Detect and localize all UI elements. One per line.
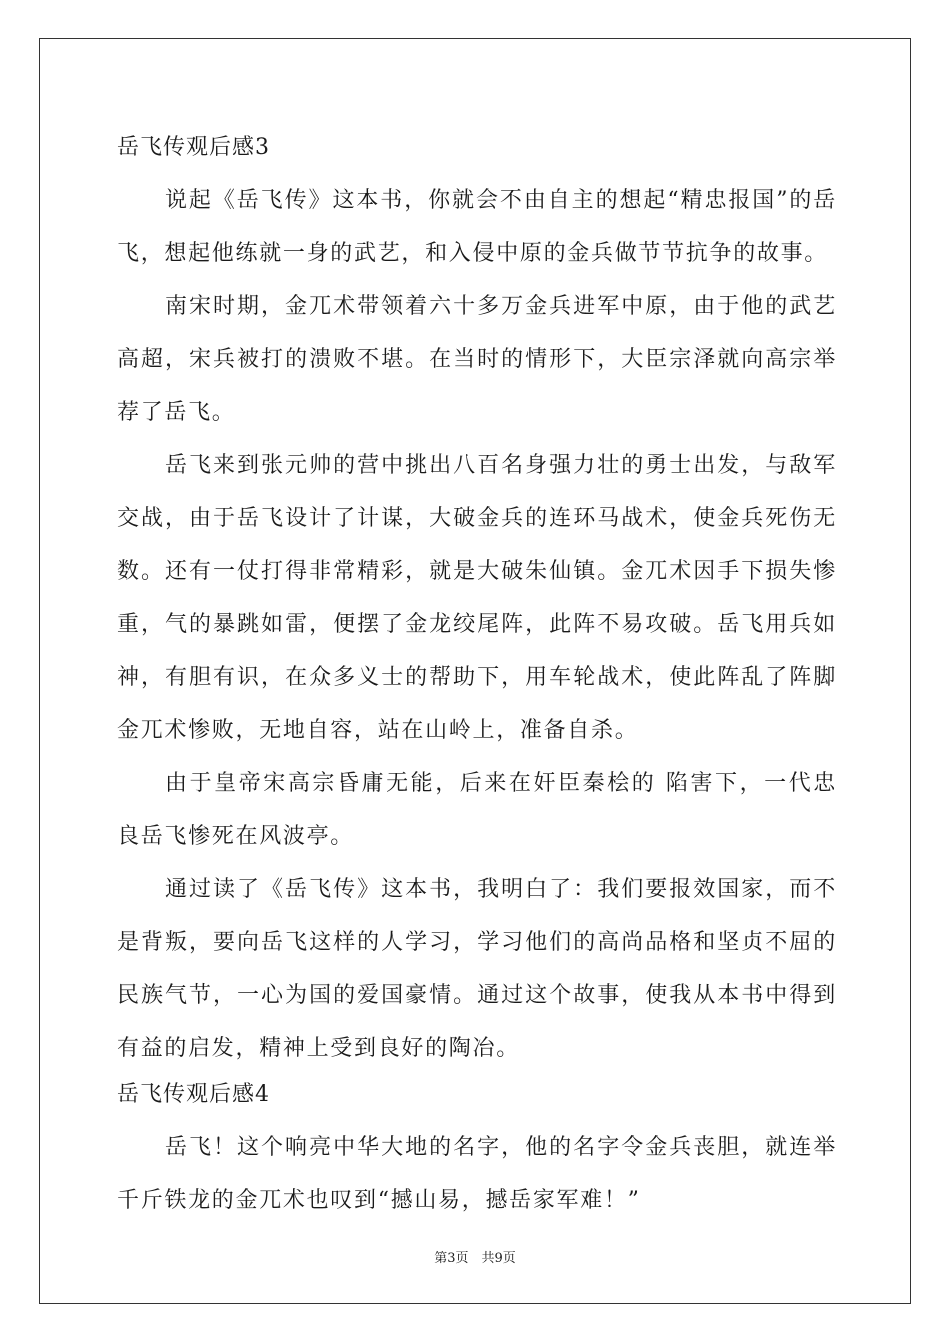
paragraph: 南宋时期，金兀术带领着六十多万金兵进军中原，由于他的武艺高超，宋兵被打的溃败不堪。在当时的情形下，大臣宗泽就向高宗举荐了岳飞。 (117, 294, 837, 425)
page-number: 第3页 共9页 (434, 1251, 516, 1266)
document-body (117, 128, 837, 1227)
paragraph: 通过读了《岳飞传》这本书，我明白了：我们要报效国家，而不是背叛，要向岳飞这样的人学习，学习他们的高尚品格和坚贞不屈的民族气节，一心为国的爱国豪情。通过这个故事，使我从本书中得到有益的启发，精神上受到良好的陶冶。 (117, 877, 837, 1061)
paragraph: 由于皇帝宋高宗昏庸无能，后来在奸臣秦桧的 陷害下，一代忠良岳飞惨死在风波亭。 (117, 771, 837, 849)
paragraph: 说起《岳飞传》这本书，你就会不由自主的想起“精忠报国”的岳飞，想起他练就一身的武艺，和入侵中原的金兵做节节抗争的故事。 (117, 188, 837, 266)
section-heading: 岳飞传观后感4 (117, 1082, 270, 1107)
paragraph: 岳飞来到张元帅的营中挑出八百名身强力壮的勇士出发，与敌军交战，由于岳飞设计了计谋，大破金兵的连环马战术，使金兵死伤无数。还有一仗打得非常精彩，就是大破朱仙镇。金兀术因手下损失惨重，气的暴跳如雷，便摆了金龙绞尾阵，此阵不易攻破。岳飞用兵如神，有胆有识，在众多义士的帮助下，用车轮战术，使此阵乱了阵脚金兀术惨败，无地自容，站在山岭上，准备自杀。 (117, 453, 837, 743)
paragraph: 岳飞！这个响亮中华大地的名字，他的名字令金兵丧胆，就连举千斤铁龙的金兀术也叹到“撼山易，撼岳家军难！” (117, 1135, 837, 1213)
section-heading: 岳飞传观后感3 (117, 135, 270, 160)
